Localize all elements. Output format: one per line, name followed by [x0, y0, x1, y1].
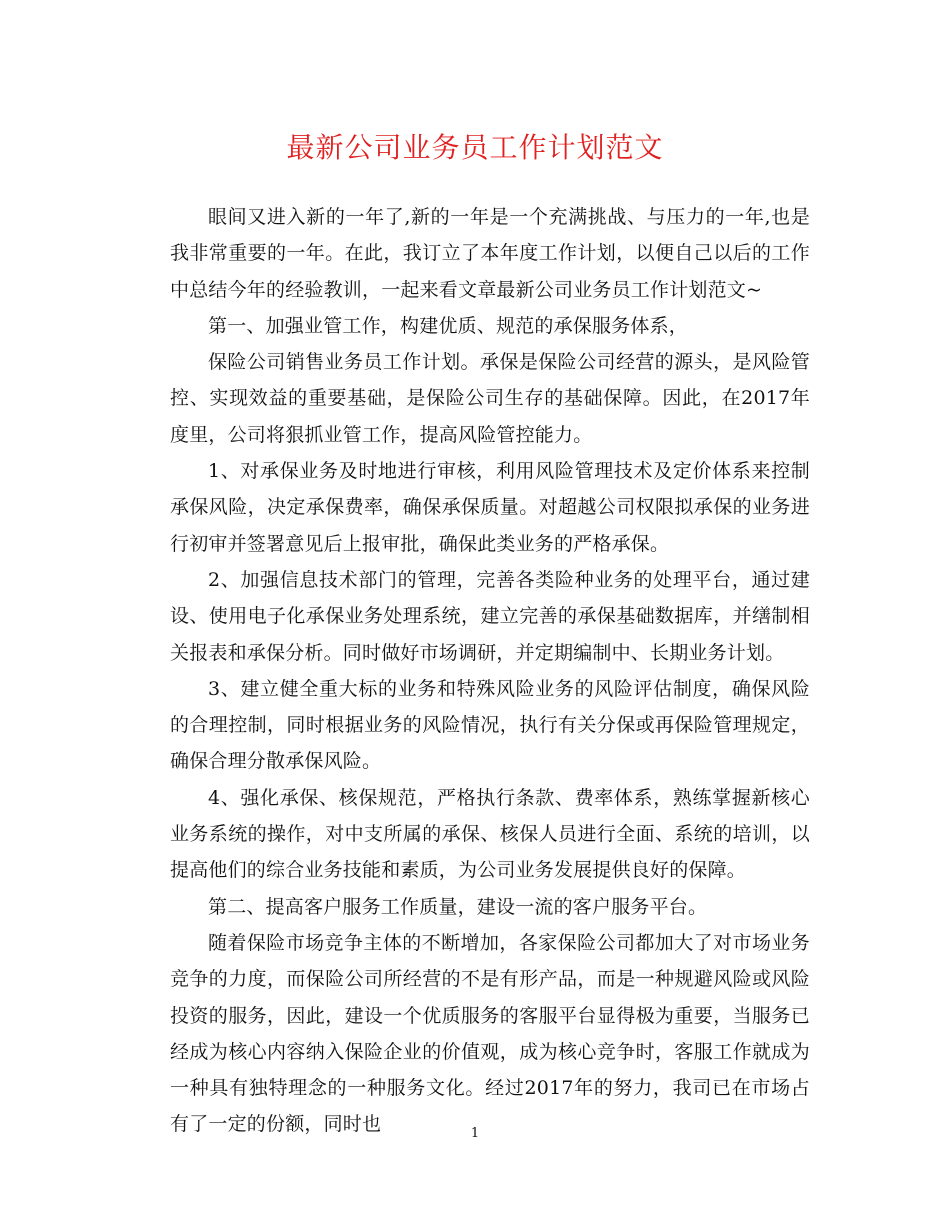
document-body [170, 199, 810, 1143]
paragraph-section-2-heading: 第二、提高客户服务工作质量，建设一流的客户服务平台。 [208, 895, 708, 918]
paragraph-item-4: 4、强化承保、核保规范，严格执行条款、费率体系，熟练掌握新核心业务系统的操作，对中支所属的承保、核保人员进行全面、系统的培训，以提高他们的综合业务技能和素质，为公司业务发展提供良好的保障。 [170, 786, 810, 882]
paragraph-item-2: 2、加强信息技术部门的管理，完善各类险种业务的处理平台，通过建设、使用电子化承保业务处理系统，建立完善的承保基础数据库，并缮制相关报表和承保分析。同时做好市场调研，并定期编制中、长期业务计划。 [170, 568, 810, 664]
paragraph-intro: 眼间又进入新的一年了,新的一年是一个充满挑战、与压力的一年,也是我非常重要的一年。在此，我订立了本年度工作计划，以便自己以后的工作中总结今年的经验教训，一起来看文章最新公司业务员工作计划范文~ [170, 206, 810, 301]
paragraph-section-1-intro: 保险公司销售业务员工作计划。承保是保险公司经营的源头，是风险管控、实现效益的重要基础，是保险公司生存的基础保障。因此，在2017年度里，公司将狠抓业管工作，提高风险管控能力。 [170, 351, 810, 446]
paragraph-section-2-body: 随着保险市场竞争主体的不断增加，各家保险公司都加大了对市场业务竞争的力度，而保险公司所经营的不是有形产品，而是一种规避风险或风险投资的服务，因此，建设一个优质服务的客服平台显得极为重要，当服务已经成为核心内容纳入保险企业的价值观，成为核心竞争时，客服工作就成为一种具有独特理念的一种服务文化。经过2017年的努力，我司已在市场占有了一定的份额，同时也 [170, 931, 810, 1136]
paragraph-section-1-heading: 第一、加强业管工作，构建优质、规范的承保服务体系， [208, 314, 689, 337]
paragraph-item-3: 3、建立健全重大标的业务和特殊风险业务的风险评估制度，确保风险的合理控制，同时根据业务的风险情况，执行有关分保或再保险管理规定，确保合理分散承保风险。 [170, 677, 810, 773]
document-title: 最新公司业务员工作计划范文 [286, 131, 664, 164]
paragraph-item-1: 1、对承保业务及时地进行审核，利用风险管理技术及定价体系来控制承保风险，决定承保费率，确保承保质量。对超越公司权限拟承保的业务进行初审并签署意见后上报审批，确保此类业务的严格承保。 [170, 460, 810, 555]
page-number: 1 [470, 1126, 480, 1141]
